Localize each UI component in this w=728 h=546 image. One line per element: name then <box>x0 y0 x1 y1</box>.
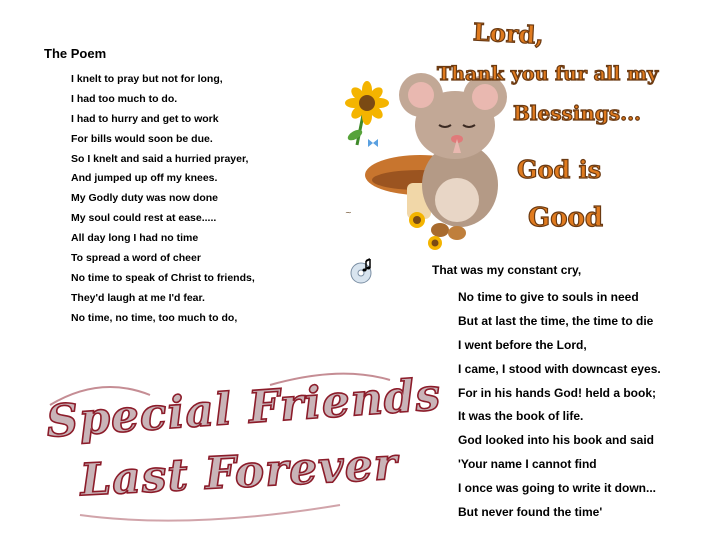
poem-title: The Poem <box>44 46 107 61</box>
poem-stanza-right <box>458 286 661 525</box>
poem-line: I once was going to write it down... <box>458 481 657 496</box>
poem-line: I came, I stood with downcast eyes. <box>458 361 661 376</box>
svg-text:~: ~ <box>345 208 352 217</box>
cd-music-icon[interactable] <box>350 258 376 284</box>
blessings-line: Blessings... <box>513 101 642 125</box>
praying-mouse-graphic <box>335 15 659 250</box>
poem-line: No time to give to souls in need <box>458 290 639 304</box>
poem-line: For bills would soon be due. <box>71 132 213 145</box>
poem-line: No time, no time, too much to do, <box>71 311 238 324</box>
poem-stanza-left <box>71 70 255 329</box>
poem-line: They'd laugh at me I'd fear. <box>71 291 205 304</box>
constant-cry-line: That was my constant cry, <box>432 263 582 277</box>
poem-line: So I knelt and said a hurried prayer, <box>71 152 249 165</box>
lord-heading: Lord, <box>472 17 545 50</box>
poem-line: It was the book of life. <box>458 409 584 424</box>
poem-line: I knelt to pray but not for long, <box>71 73 223 85</box>
special-friends-line: Special Friends <box>44 369 443 448</box>
poem-line: My soul could rest at ease..... <box>71 212 217 225</box>
poem-line: I had too much to do. <box>71 92 178 105</box>
poem-line: But never found the time' <box>458 505 603 520</box>
god-is-line: God is <box>517 155 602 184</box>
poem-line: For in his hands God! held a book; <box>458 385 656 400</box>
poem-line: But at last the time, the time to die <box>458 313 654 328</box>
poem-line: All day long I had no time <box>71 232 199 245</box>
poem-line: 'Your name I cannot find <box>458 457 597 472</box>
last-forever-line: Last Forever <box>78 438 400 507</box>
poem-line: I had to hurry and get to work <box>71 112 219 125</box>
poem-line: To spread a word of cheer <box>71 252 201 265</box>
poem-line: And jumped up off my knees. <box>71 172 218 185</box>
poem-line: I went before the Lord, <box>458 337 587 352</box>
poem-line: My Godly duty was now done <box>71 192 219 205</box>
special-friends-graphic <box>40 365 443 530</box>
praying-mouse-illustration <box>335 15 655 250</box>
thank-you-line: Thank you fur all my <box>437 63 659 85</box>
good-line: Good <box>528 203 604 233</box>
poem-line: No time to speak of Christ to friends, <box>71 271 255 284</box>
poem-line: God looked into his book and said <box>458 433 655 448</box>
